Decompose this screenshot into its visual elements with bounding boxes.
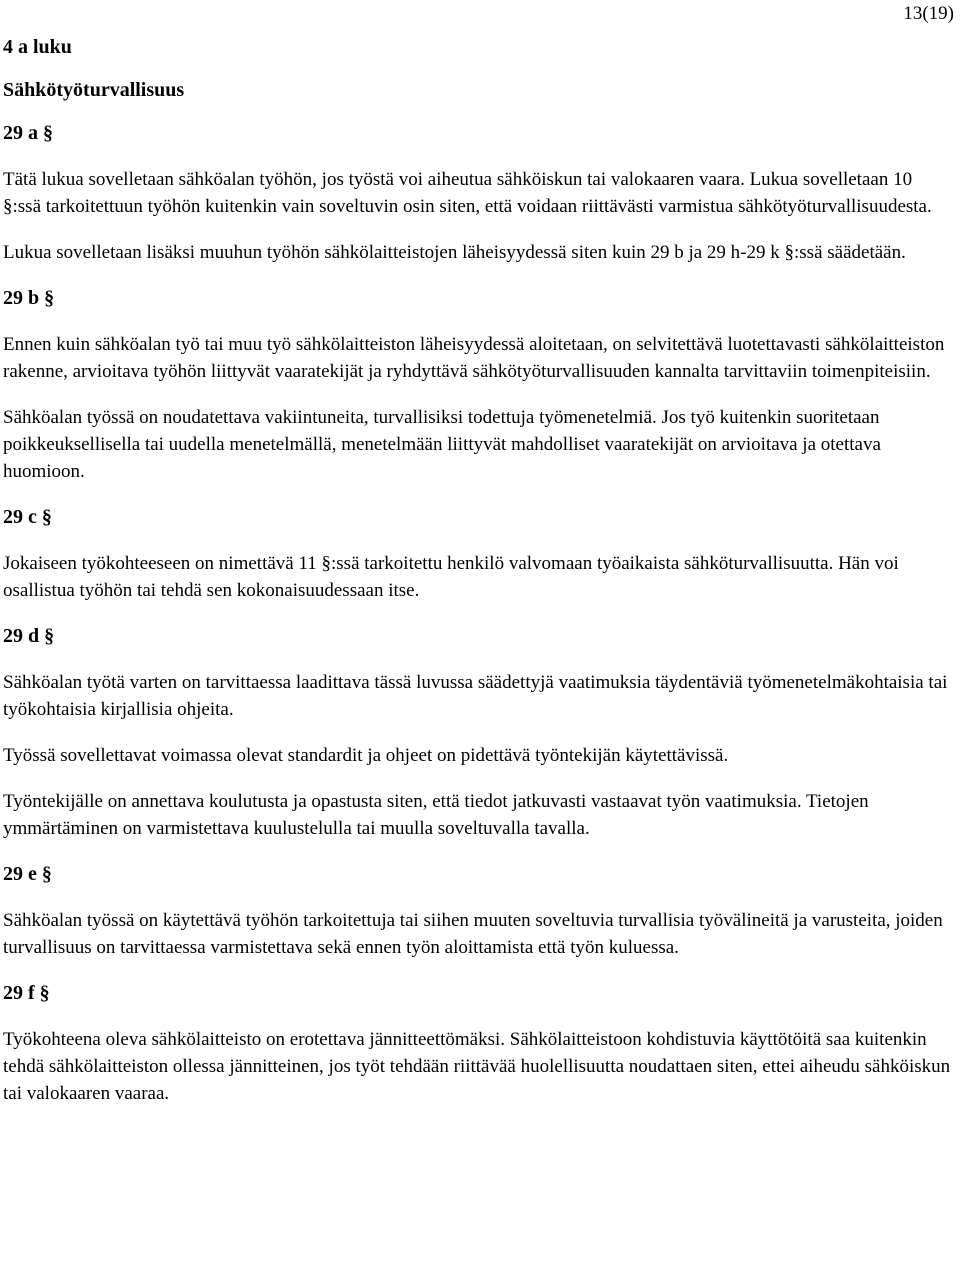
section-heading: 29 b § bbox=[3, 287, 55, 309]
paragraph: Ennen kuin sähköalan työ tai muu työ sähkölaitteiston läheisyydessä aloitetaan, on selvitettävä luotettavasti sähkölaitteiston rakenne, arvioitava työhön liittyvät vaaratekijät ja ryhdyttävä sähkötyöturvallisuuden kannalta tarvittaviin toimenpiteisiin. bbox=[3, 334, 945, 382]
section-29a bbox=[3, 120, 953, 266]
paragraph: Sähköalan työssä on noudatettava vakiintuneita, turvallisiksi todettuja työmenetelmiä. Jos työ kuitenkin suoritetaan poikkeuksellisella tai uudella menetelmällä, menetelmään liittyvät mahdolliset vaaratekijät on arvioitava ja otettava huomioon. bbox=[3, 407, 881, 482]
paragraph: Sähköalan työssä on käytettävä työhön tarkoitettuja tai siihen muuten soveltuvia turvallisia työvälineitä ja varusteita, joiden turvallisuus on tarvittaessa varmistettava sekä ennen työn aloittamista että työn kuluessa. bbox=[3, 910, 943, 958]
paragraph: Tätä lukua sovelletaan sähköalan työhön, jos työstä voi aiheutua sähköiskun tai valokaaren vaara. Lukua sovelletaan 10 §:ssä tarkoitettuun työhön kuitenkin vain soveltuvin osin siten, että voidaan riittävästi varmistua sähkötyöturvallisuudesta. bbox=[3, 169, 932, 217]
section-29c bbox=[3, 504, 953, 604]
section-heading: 29 a § bbox=[3, 122, 53, 144]
paragraph: Lukua sovelletaan lisäksi muuhun työhön sähkölaitteistojen läheisyydessä siten kuin 29 b ja 29 h-29 k §:ssä säädetään. bbox=[3, 242, 906, 263]
section-heading: 29 e § bbox=[3, 863, 52, 885]
section-heading: 29 f § bbox=[3, 982, 50, 1004]
chapter-number: 4 a luku bbox=[3, 36, 72, 58]
page-number: 13(19) bbox=[903, 3, 954, 24]
section-29f bbox=[3, 980, 953, 1107]
section-29d bbox=[3, 623, 953, 842]
section-heading: 29 d § bbox=[3, 625, 55, 647]
paragraph: Jokaiseen työkohteeseen on nimettävä 11 §:ssä tarkoitettu henkilö valvomaan työaikaista sähköturvallisuutta. Hän voi osallistua työhön tai tehdä sen kokonaisuudessaan itse. bbox=[3, 553, 899, 601]
document-body bbox=[3, 34, 953, 1126]
paragraph: Työntekijälle on annettava koulutusta ja opastusta siten, että tiedot jatkuvasti vastaavat työn vaatimuksia. Tietojen ymmärtäminen on varmistettava kuulustelulla tai muulla soveltuvalla tavalla. bbox=[3, 791, 869, 839]
paragraph: Työssä sovellettavat voimassa olevat standardit ja ohjeet on pidettävä työntekijän käytettävissä. bbox=[3, 745, 729, 766]
section-29e bbox=[3, 861, 953, 961]
section-29b bbox=[3, 285, 953, 485]
chapter-title: Sähkötyöturvallisuus bbox=[3, 79, 185, 101]
paragraph: Työkohteena oleva sähkölaitteisto on erotettava jännitteettömäksi. Sähkölaitteistoon kohdistuvia käyttötöitä saa kuitenkin tehdä sähkölaitteiston ollessa jännitteinen, jos työt tehdään riittävää huolellisuutta noudattaen siten, ettei aiheudu sähköiskun tai valokaaren vaaraa. bbox=[3, 1029, 951, 1104]
paragraph: Sähköalan työtä varten on tarvittaessa laadittava tässä luvussa säädettyjä vaatimuksia täydentäviä työmenetelmäkohtaisia tai työkohtaisia kirjallisia ohjeita. bbox=[3, 672, 948, 720]
section-heading: 29 c § bbox=[3, 506, 52, 528]
